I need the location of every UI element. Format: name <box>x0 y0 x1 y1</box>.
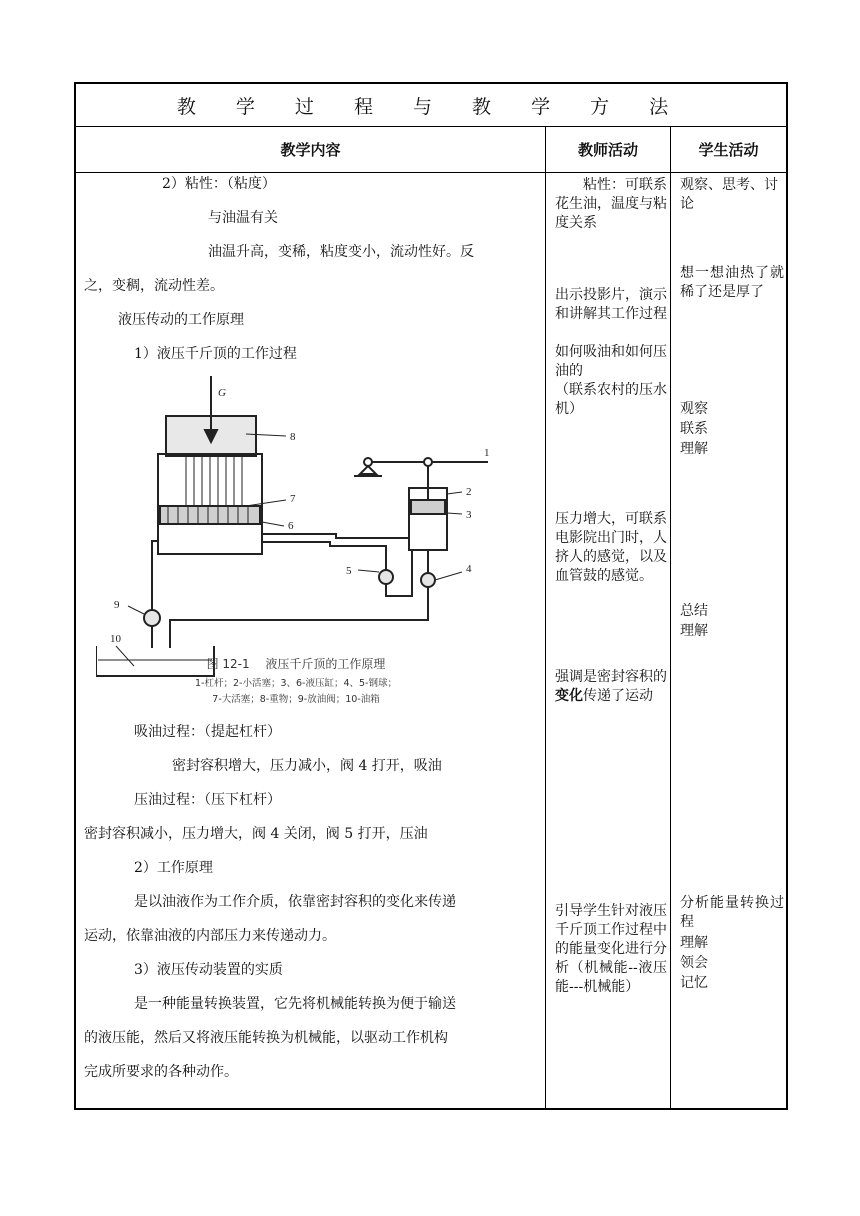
part-number: 4 <box>466 563 472 575</box>
part-number: 9 <box>114 599 120 611</box>
press-text: 密封容积减小，压力增大，阀 4 关闭，阀 5 打开，压油 <box>84 826 428 842</box>
press-title: 压油过程：（压下杠杆） <box>134 792 281 808</box>
part-number: 5 <box>346 565 352 577</box>
figure-caption: 7-大活塞；8-重物；9-放油阀；10-油箱 <box>212 694 380 705</box>
student-activity: 领会 <box>680 955 708 971</box>
viscosity-title: 2）粘性：（粘度） <box>162 176 276 192</box>
suction-text: 密封容积增大，压力减小，阀 4 打开，吸油 <box>172 758 442 774</box>
student-activity: 总结 <box>680 603 708 619</box>
part-number: 2 <box>466 486 472 498</box>
emphasis-text: 变化 <box>555 688 583 704</box>
principle-title: 液压传动的工作原理 <box>118 312 244 328</box>
student-activity: 想一想油热了就稀了还是厚了 <box>680 265 784 300</box>
essence-line: 是一种能量转换装置，它先将机械能转换为便于输送 <box>134 996 456 1012</box>
teacher-activity: （联系农村的压水机） <box>555 382 667 417</box>
working-principle-title: 2）工作原理 <box>134 860 213 876</box>
teacher-activity: 如何吸油和如何压油的 <box>555 344 667 379</box>
header-content: 教学内容 <box>280 140 341 159</box>
student-activity: 理解 <box>680 441 708 457</box>
teacher-activity: 出示投影片，演示和讲解其工作过程 <box>555 287 667 322</box>
part-number: 10 <box>110 633 121 645</box>
teacher-activity: 粘性：可联系花生油，温度与粘度关系 <box>555 177 667 231</box>
working-principle-line: 运动，依靠油液的内部压力来传递动力。 <box>84 928 336 944</box>
part-number: 8 <box>290 431 296 443</box>
student-activity: 联系 <box>680 421 708 437</box>
suction-title: 吸油过程：（提起杠杆） <box>134 724 281 740</box>
viscosity-line: 油温升高，变稀，粘度变小，流动性好。反 <box>208 244 474 260</box>
viscosity-line: 与油温有关 <box>208 210 278 226</box>
header-teacher: 教师活动 <box>577 140 638 159</box>
teacher-activity: 引导学生针对液压千斤顶工作过程中的能量变化进行分析（机械能--液压能---机械能） <box>555 903 667 995</box>
student-activity: 分析能量转换过程 <box>680 895 784 930</box>
jack-title: 1）液压千斤顶的工作过程 <box>134 346 297 362</box>
table-title: 教 学 过 程 与 教 学 方 法 <box>76 84 786 127</box>
student-activity: 观察、思考、讨论 <box>680 177 778 212</box>
teacher-activity: 强调是密封容积的变化传递了运动 <box>555 669 667 704</box>
part-number: 6 <box>288 520 294 532</box>
part-number: 7 <box>290 493 296 505</box>
part-number: 1 <box>484 447 490 459</box>
part-number: 3 <box>466 509 472 521</box>
teacher-activity: 压力增大，可联系电影院出门时，人挤人的感觉，以及血管鼓的感觉。 <box>555 511 667 584</box>
student-activity: 理解 <box>680 935 708 951</box>
essence-line: 的液压能，然后又将液压能转换为机械能，以驱动工作机构 <box>84 1030 448 1046</box>
hydraulic-jack-diagram <box>96 376 496 711</box>
header-student: 学生活动 <box>698 140 759 159</box>
viscosity-line: 之，变稠，流动性差。 <box>84 278 224 294</box>
student-activity: 观察 <box>680 401 708 417</box>
student-activity: 记忆 <box>680 975 708 991</box>
essence-line: 完成所要求的各种动作。 <box>84 1064 238 1080</box>
student-activity: 理解 <box>680 623 708 639</box>
header-row <box>76 126 786 173</box>
figure-caption: 1-杠杆；2-小活塞；3、6-液压缸；4、5-钢球； <box>195 678 397 689</box>
column-divider <box>670 126 671 1108</box>
lesson-table <box>74 82 788 1110</box>
working-principle-line: 是以油液作为工作介质，依靠密封容积的变化来传递 <box>134 894 456 910</box>
force-label: G <box>218 387 226 399</box>
figure-caption-title: 图 12-1 液压千斤顶的工作原理 <box>206 657 386 671</box>
essence-title: 3）液压传动装置的实质 <box>134 962 283 978</box>
column-divider <box>545 126 546 1108</box>
